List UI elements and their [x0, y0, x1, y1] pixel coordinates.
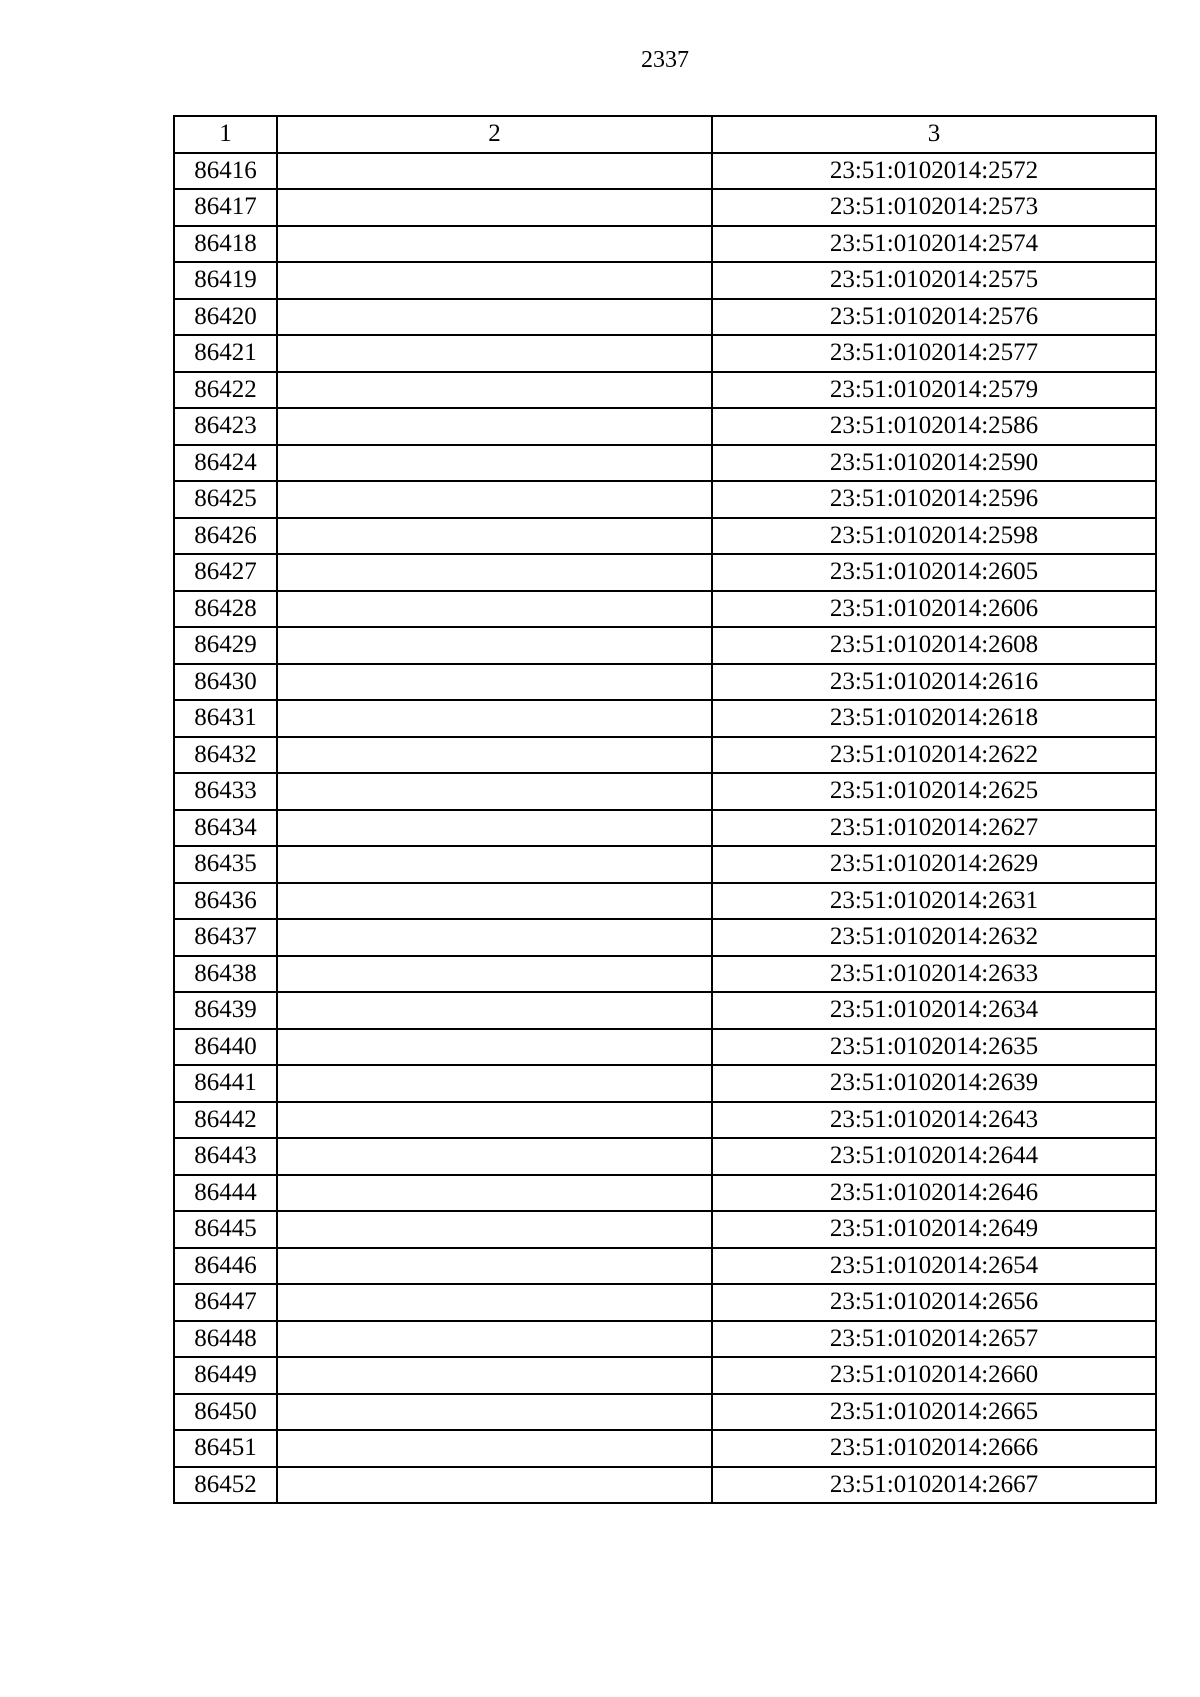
cell-col-1: 86440	[174, 1029, 277, 1066]
table-row	[174, 1467, 1156, 1504]
cell-col-2	[277, 1321, 712, 1358]
cell-col-3: 23:51:0102014:2618	[712, 700, 1156, 737]
data-table	[173, 115, 1157, 1504]
cell-col-1: 86433	[174, 773, 277, 810]
cell-col-3: 23:51:0102014:2572	[712, 153, 1156, 190]
cell-col-1: 86437	[174, 919, 277, 956]
table-row	[174, 299, 1156, 336]
cell-col-3: 23:51:0102014:2616	[712, 664, 1156, 701]
cell-col-3: 23:51:0102014:2605	[712, 554, 1156, 591]
cell-col-1: 86416	[174, 153, 277, 190]
cell-col-3: 23:51:0102014:2634	[712, 992, 1156, 1029]
cell-col-2	[277, 883, 712, 920]
table-row	[174, 335, 1156, 372]
cell-col-1: 86434	[174, 810, 277, 847]
cell-col-1: 86423	[174, 408, 277, 445]
cell-col-2	[277, 554, 712, 591]
cell-col-3: 23:51:0102014:2598	[712, 518, 1156, 555]
cell-col-1: 86422	[174, 372, 277, 409]
cell-col-3: 23:51:0102014:2606	[712, 591, 1156, 628]
cell-col-3: 23:51:0102014:2575	[712, 262, 1156, 299]
table-row	[174, 408, 1156, 445]
cell-col-2	[277, 664, 712, 701]
cell-col-1: 86446	[174, 1248, 277, 1285]
cell-col-1: 86432	[174, 737, 277, 774]
cell-col-1: 86445	[174, 1211, 277, 1248]
cell-col-3: 23:51:0102014:2656	[712, 1284, 1156, 1321]
cell-col-2	[277, 737, 712, 774]
cell-col-3: 23:51:0102014:2586	[712, 408, 1156, 445]
table-row	[174, 1357, 1156, 1394]
cell-col-1: 86424	[174, 445, 277, 482]
table-row	[174, 919, 1156, 956]
cell-col-3: 23:51:0102014:2577	[712, 335, 1156, 372]
cell-col-2	[277, 189, 712, 226]
cell-col-3: 23:51:0102014:2667	[712, 1467, 1156, 1504]
table-row	[174, 1102, 1156, 1139]
cell-col-3: 23:51:0102014:2633	[712, 956, 1156, 993]
table-row	[174, 1138, 1156, 1175]
table-row	[174, 554, 1156, 591]
cell-col-2	[277, 153, 712, 190]
cell-col-1: 86427	[174, 554, 277, 591]
header-col-2: 2	[277, 116, 712, 153]
cell-col-1: 86420	[174, 299, 277, 336]
table-row	[174, 1321, 1156, 1358]
cell-col-3: 23:51:0102014:2629	[712, 846, 1156, 883]
cell-col-1: 86452	[174, 1467, 277, 1504]
header-col-3: 3	[712, 116, 1156, 153]
table-row	[174, 773, 1156, 810]
cell-col-2	[277, 956, 712, 993]
cell-col-3: 23:51:0102014:2627	[712, 810, 1156, 847]
table-row	[174, 700, 1156, 737]
cell-col-2	[277, 481, 712, 518]
header-row	[174, 116, 1156, 153]
cell-col-2	[277, 1467, 712, 1504]
table-row	[174, 737, 1156, 774]
cell-col-2	[277, 372, 712, 409]
cell-col-1: 86421	[174, 335, 277, 372]
cell-col-2	[277, 846, 712, 883]
cell-col-3: 23:51:0102014:2631	[712, 883, 1156, 920]
cell-col-2	[277, 445, 712, 482]
cell-col-2	[277, 992, 712, 1029]
header-col-1: 1	[174, 116, 277, 153]
cell-col-3: 23:51:0102014:2579	[712, 372, 1156, 409]
cell-col-2	[277, 627, 712, 664]
cell-col-2	[277, 262, 712, 299]
cell-col-1: 86449	[174, 1357, 277, 1394]
cell-col-2	[277, 1394, 712, 1431]
table-row	[174, 1211, 1156, 1248]
table-row	[174, 591, 1156, 628]
table-row	[174, 846, 1156, 883]
table-row	[174, 664, 1156, 701]
cell-col-2	[277, 1357, 712, 1394]
cell-col-2	[277, 1430, 712, 1467]
cell-col-2	[277, 408, 712, 445]
table-row	[174, 992, 1156, 1029]
cell-col-3: 23:51:0102014:2644	[712, 1138, 1156, 1175]
cell-col-2	[277, 518, 712, 555]
cell-col-1: 86451	[174, 1430, 277, 1467]
table-row	[174, 189, 1156, 226]
cell-col-1: 86436	[174, 883, 277, 920]
cell-col-2	[277, 700, 712, 737]
cell-col-3: 23:51:0102014:2666	[712, 1430, 1156, 1467]
table-body	[174, 153, 1156, 1504]
cell-col-1: 86425	[174, 481, 277, 518]
table-row	[174, 226, 1156, 263]
cell-col-3: 23:51:0102014:2622	[712, 737, 1156, 774]
cell-col-3: 23:51:0102014:2576	[712, 299, 1156, 336]
table-row	[174, 445, 1156, 482]
cell-col-1: 86417	[174, 189, 277, 226]
table-row	[174, 1248, 1156, 1285]
table-row	[174, 883, 1156, 920]
cell-col-3: 23:51:0102014:2646	[712, 1175, 1156, 1212]
cell-col-2	[277, 1138, 712, 1175]
cell-col-3: 23:51:0102014:2643	[712, 1102, 1156, 1139]
table-header	[174, 116, 1156, 153]
cell-col-1: 86419	[174, 262, 277, 299]
table-row	[174, 372, 1156, 409]
cell-col-1: 86442	[174, 1102, 277, 1139]
cell-col-3: 23:51:0102014:2632	[712, 919, 1156, 956]
cell-col-3: 23:51:0102014:2665	[712, 1394, 1156, 1431]
cell-col-2	[277, 335, 712, 372]
cell-col-1: 86431	[174, 700, 277, 737]
table-row	[174, 1065, 1156, 1102]
table-row	[174, 153, 1156, 190]
cell-col-1: 86430	[174, 664, 277, 701]
cell-col-1: 86450	[174, 1394, 277, 1431]
cell-col-3: 23:51:0102014:2657	[712, 1321, 1156, 1358]
cell-col-1: 86426	[174, 518, 277, 555]
table-row	[174, 1394, 1156, 1431]
page-number: 2337	[641, 47, 689, 73]
cell-col-1: 86438	[174, 956, 277, 993]
cell-col-3: 23:51:0102014:2596	[712, 481, 1156, 518]
cell-col-1: 86448	[174, 1321, 277, 1358]
cell-col-1: 86444	[174, 1175, 277, 1212]
cell-col-3: 23:51:0102014:2660	[712, 1357, 1156, 1394]
cell-col-1: 86447	[174, 1284, 277, 1321]
table-row	[174, 1284, 1156, 1321]
cell-col-2	[277, 226, 712, 263]
cell-col-3: 23:51:0102014:2649	[712, 1211, 1156, 1248]
table-row	[174, 1175, 1156, 1212]
cell-col-1: 86435	[174, 846, 277, 883]
cell-col-1: 86439	[174, 992, 277, 1029]
table-row	[174, 518, 1156, 555]
cell-col-3: 23:51:0102014:2639	[712, 1065, 1156, 1102]
cell-col-1: 86443	[174, 1138, 277, 1175]
cell-col-3: 23:51:0102014:2608	[712, 627, 1156, 664]
cell-col-2	[277, 919, 712, 956]
cell-col-3: 23:51:0102014:2574	[712, 226, 1156, 263]
cell-col-2	[277, 1065, 712, 1102]
table-row	[174, 956, 1156, 993]
cell-col-1: 86441	[174, 1065, 277, 1102]
cell-col-3: 23:51:0102014:2625	[712, 773, 1156, 810]
cell-col-1: 86428	[174, 591, 277, 628]
cell-col-3: 23:51:0102014:2573	[712, 189, 1156, 226]
cell-col-2	[277, 1175, 712, 1212]
table-row	[174, 1029, 1156, 1066]
cell-col-2	[277, 773, 712, 810]
cell-col-2	[277, 810, 712, 847]
cell-col-1: 86429	[174, 627, 277, 664]
cell-col-2	[277, 1102, 712, 1139]
table-row	[174, 262, 1156, 299]
table-row	[174, 481, 1156, 518]
table-row	[174, 1430, 1156, 1467]
cell-col-2	[277, 1248, 712, 1285]
cell-col-2	[277, 1211, 712, 1248]
cell-col-3: 23:51:0102014:2635	[712, 1029, 1156, 1066]
cell-col-2	[277, 1029, 712, 1066]
table-row	[174, 810, 1156, 847]
cell-col-2	[277, 1284, 712, 1321]
cell-col-2	[277, 591, 712, 628]
table-row	[174, 627, 1156, 664]
cell-col-1: 86418	[174, 226, 277, 263]
cell-col-2	[277, 299, 712, 336]
cell-col-3: 23:51:0102014:2654	[712, 1248, 1156, 1285]
cell-col-3: 23:51:0102014:2590	[712, 445, 1156, 482]
